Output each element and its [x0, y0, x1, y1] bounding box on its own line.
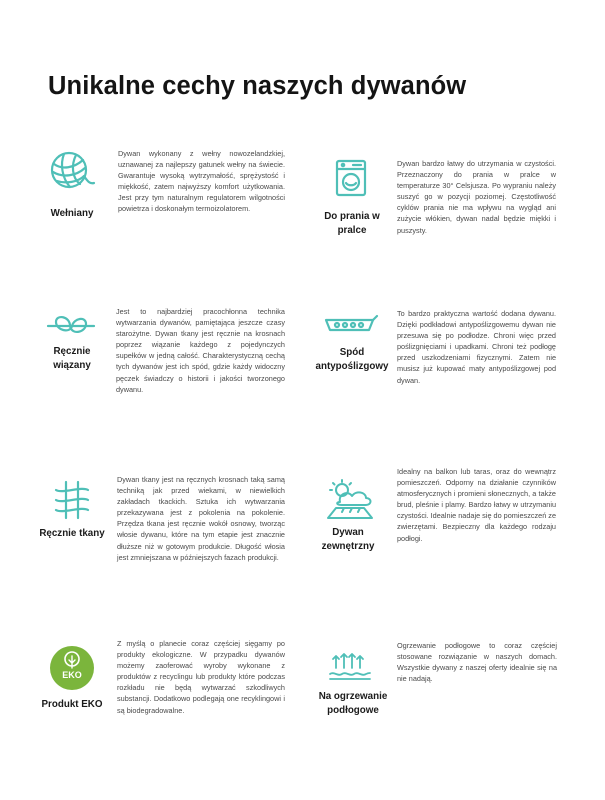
eko-badge	[50, 646, 94, 690]
page-title: Unikalne cechy naszych dywanów	[48, 72, 467, 100]
washing-machine-icon	[331, 158, 371, 198]
feature-label: Ręcznie wiązany	[53, 346, 91, 371]
feature-label: Wełniany	[50, 208, 94, 219]
weather-icon	[322, 478, 378, 520]
feature-description: Dywan tkany jest na ręcznych krosnach taką samą techniką jak przed wiekami, w niewielkich zakładach tkackich. Sztuka ich wytwarzania przekazywana jest z pokolenia na pokolenie. Przędza tkana jest ręcznie wokół osnowy, tworząc włosie dywanu, które na tym etapie jest znacznie dłuższe niż w gotowym produkcie. Długość włosia jest zmniejszana w późniejszych fazach produkcji.	[117, 475, 285, 562]
floor-heating-icon	[328, 652, 372, 680]
feature-description: Ogrzewanie podłogowe to coraz częściej stosowane rozwiązanie w naszych domach. Wszystkie dywany z naszej oferty idealnie się na nie nadają.	[397, 641, 557, 684]
knot-icon	[46, 308, 96, 344]
feature-description: Z myślą o planecie coraz częściej sięgamy po produkty ekologiczne. W przypadku dywanów możemy zaoferować wyroby wykonane z produktów z recyclingu lub produkty które podczas rozkładu nie będą wytwarzać szkodliwych substancji. Dodatkowo podlegają one recyklingowi i są biodegradowalne.	[117, 639, 285, 715]
feature-label: Produkt EKO	[41, 699, 103, 710]
feature-label: Do prania w pralce	[324, 211, 380, 236]
feature-description: Idealny na balkon lub taras, oraz do wewnątrz pomieszczeń. Odporny na działanie czynników atmosferycznych i promieni słonecznych, a także brud, pleśnie i plamy. Bardzo łatwy w utrzymaniu czystości. Idealnie nadaje się do pomieszczeń ze zwierzętami. Bezpieczny dla każdego rodzaju podłogi.	[397, 467, 556, 543]
wool-ball-icon	[46, 148, 96, 194]
feature-label: Spód antypoślizgowy	[315, 347, 389, 372]
feature-description: Dywan bardzo łatwy do utrzymania w czystości. Przeznaczony do prania w pralce w temperaturze 30° Celsjusza. Po wypraniu należy suszyć go w pozycji poziomej. Częstotliwość cyklów prania nie ma wpływu na wygląd ani zużycie włókien, dywan nadal będzie miękki i puszysty.	[397, 159, 556, 235]
eko-tree-icon	[50, 646, 94, 690]
eko-badge-text: EKO	[62, 670, 82, 680]
weave-icon	[52, 480, 92, 520]
feature-description: Dywan wykonany z wełny nowozelandzkiej, uznawanej za najlepszy gatunek wełny na świecie. Gwarantuje wysoką wytrzymałość, sprężystość i miękkość, zatem najwyższy komfort użytkowania. Jest przy tym naturalnym regulatorem wilgotności powietrza i doskonałym termoizolatorem.	[118, 149, 285, 214]
feature-description: To bardzo praktyczna wartość dodana dywanu. Dzięki podkładowi antypoślizgowemu dywan nie przesuwa się po podłodze. Chroni więc przed poślizgnięciami i upadkami. Chroni też podłogę przed uszkodzeniami fizycznymi. Zatem nie musisz już kupować maty antypoślizgowej pod dywan.	[397, 309, 556, 385]
feature-label: Ręcznie tkany	[39, 528, 105, 539]
feature-description: Jest to najbardziej pracochłonna technika wytwarzania dywanów, pamiętająca jeszcze czasy starożytne. Dywan tkany jest ręcznie na krosnach poprzez wiązanie każdego z pojedynczych supełków w jedną całość. Charakterystyczną cechą tych dywanów jest ich spód, gdzie każdy widoczny pęczek świadczy o historii i jakości tworzonego dywanu.	[116, 307, 285, 394]
feature-label: Na ogrzewanie podłogowe	[318, 691, 388, 716]
feature-label: Dywan zewnętrzny	[321, 527, 375, 552]
anti-slip-sole-icon	[323, 312, 379, 338]
